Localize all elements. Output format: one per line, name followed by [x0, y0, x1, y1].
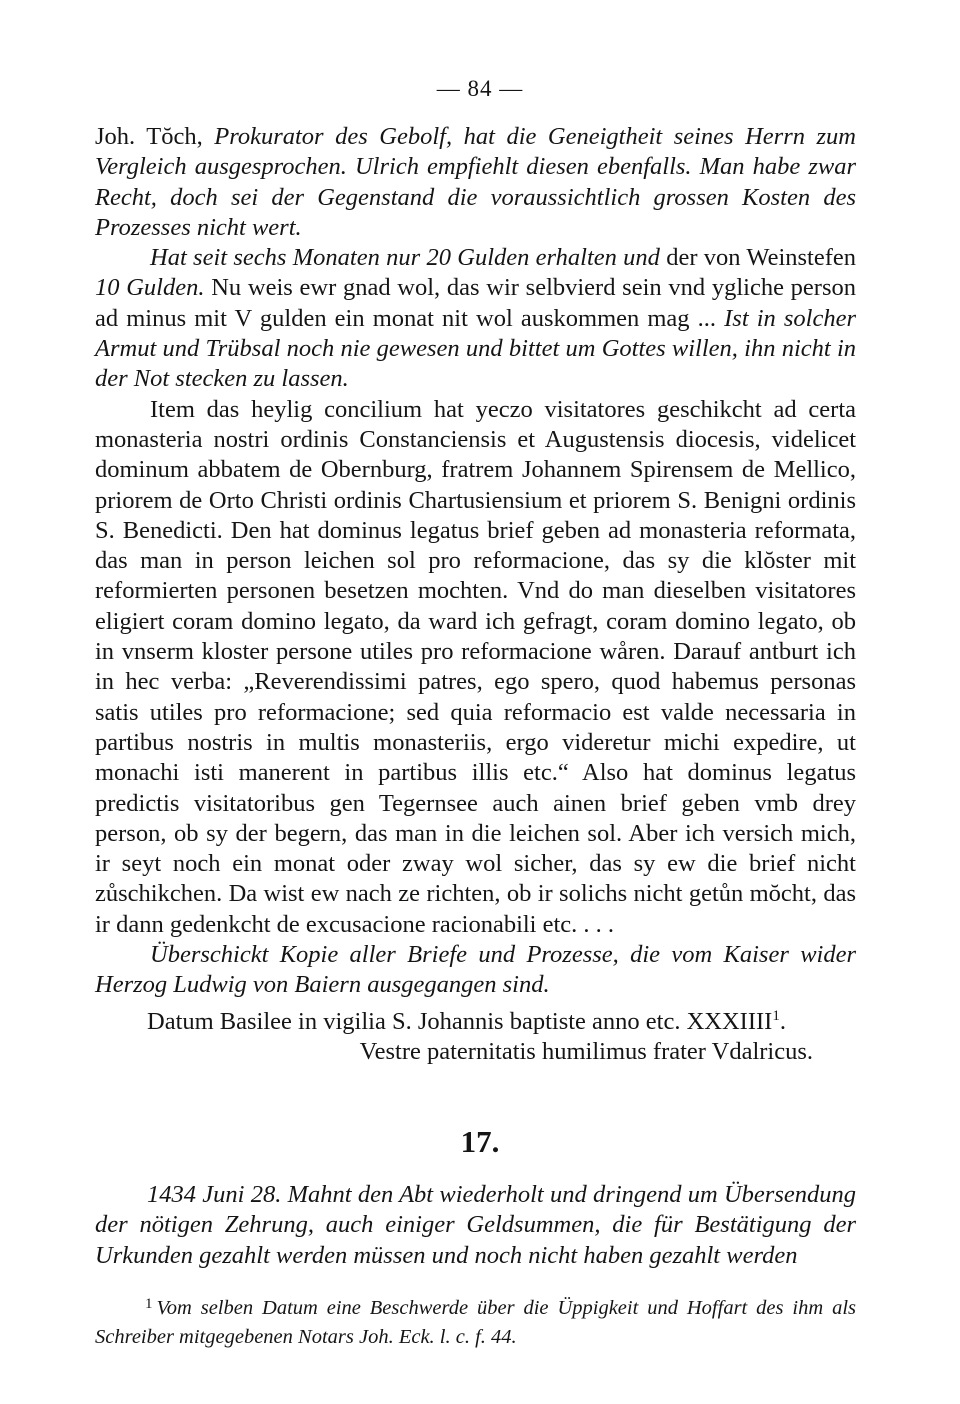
- dating-text: Datum Basilee in vigilia S. Johannis baptiste anno etc. XXXIIII: [147, 1007, 773, 1035]
- paragraph-2-part-d: Nu weis ewr gnad wol, das wir selbvierd sein vnd ygliche person ad minus mit V gulden ein monat nit wol auskommen mag ...: [95, 274, 856, 332]
- paragraph-1-summary: Prokurator des Gebolf, hat die Geneigtheit seines Herrn zum Vergleich ausgesprochen. Ulrich empfiehlt diesen ebenfalls. Man habe zwar Recht, doch sei der Gegenstand die voraussichtlich grossen Kosten des Prozesses nicht wert.: [95, 123, 856, 241]
- footnote-text: Vom selben Datum eine Beschwerde über die Üppigkeit und Hoffart des ihm als Schreiber mitgegebenen Notars Joh. Eck. l. c. f. 44.: [95, 1297, 856, 1348]
- dating-end: .: [779, 1007, 786, 1035]
- signature-line: Vestre paternitatis humilimus frater Vdalricus.: [359, 1037, 813, 1065]
- paragraph-2: [95, 243, 856, 394]
- main-text: [95, 122, 856, 1067]
- footnote-reference: 1: [772, 1007, 780, 1024]
- paragraph-2-part-e: Ist in solcher Armut und Trübsal noch nie gewesen und bittet um Gottes willen, ihn nicht in der Not stecken zu lassen.: [95, 304, 857, 393]
- paragraph-2-part-b: der von Weinstefen: [659, 244, 856, 272]
- paragraph-4: Überschickt Kopie aller Briefe und Prozesse, die vom Kaiser wider Herzog Ludwig von Baiern ausgegangen sind.: [95, 941, 856, 999]
- section-summary: 1434 Juni 28. Mahnt den Abt wiederholt und dringend um Übersendung der nötigen Zehrung, auch einiger Geldsummen, die für Bestätigung der Urkunden gezahlt werden müssen und noch nicht haben gezahlt werden: [95, 1181, 856, 1269]
- page-number: — 84 —: [436, 76, 524, 101]
- dating-line: [95, 1001, 856, 1037]
- paragraph-2-part-c: 10 Gulden.: [95, 274, 205, 302]
- paragraph-3: Item das heylig concilium hat yeczo visitatores geschikcht ad certa monasteria nostri ordinis Constanciensis et Augustensis diocesis, videlicet dominum abbatem de Obernburg, fratrem Johannem Spirensem de Mellico, priorem de Orto Christi ordinis Chartusiensium et priorem S. Benigni ordinis S. Benedicti. Den hat dominus legatus brief geben ad monasteria reformata, das man in person leichen sol pro reformacione, das sy die klŏster mit reformierten personen besetzen mochten. Vnd do man dieselben visitatores eligiert coram domino legato, da ward ich gefragt, coram domino legato, ob in vnserm kloster persone utiles pro reformacione wåren. Darauf antburt ich in hec verba: „Reverendissimi patres, ego spero, quod habemus personas satis utiles pro reformacione; sed quia reformacio est valde necessaria in partibus nostris in multis monasteriis, ergo videretur michi expedire, ut monachi isti manerent in partibus illis etc.“ Also hat dominus legatus predictis visitatoribus gen Tegernsee auch ainen brief geben vmb drey person, ob sy der begern, das man in die leichen sol. Aber ich versich mich, ir seyt noch ein monat oder zway wol sicher, das sy ew die brief nicht zůschikchen. Da wist ew nach ze richten, ob ir solichs nicht getůn mŏcht, das ir dann gedenkcht de excusacione racionabili etc. . . .: [95, 395, 856, 938]
- paragraph-2-part-a: Hat seit sechs Monaten nur 20 Gulden erhalten und: [150, 244, 660, 272]
- paragraph-1-name: Joh. Tŏch,: [95, 123, 215, 150]
- footnote: [95, 1290, 856, 1352]
- paragraph-1: [95, 122, 856, 243]
- section-heading: 17.: [460, 1124, 500, 1159]
- footnote-mark: 1: [145, 1296, 153, 1312]
